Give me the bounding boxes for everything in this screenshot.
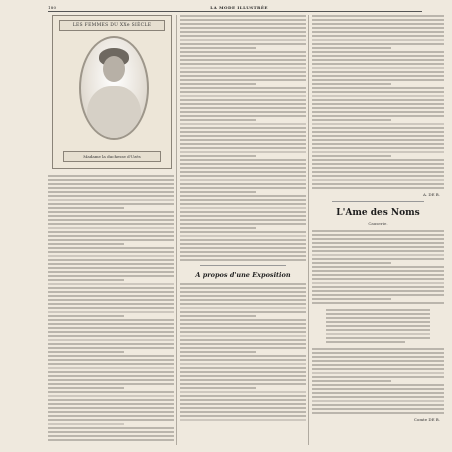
text-line	[180, 211, 306, 213]
text-line	[180, 307, 306, 309]
text-line	[48, 319, 174, 321]
text-line	[180, 215, 306, 217]
text-line	[312, 348, 444, 350]
text-line	[312, 135, 444, 137]
text-line	[48, 199, 174, 201]
text-line	[312, 183, 444, 185]
article-text	[312, 230, 444, 304]
text-line	[180, 183, 306, 185]
text-line	[180, 79, 306, 81]
text-line	[312, 234, 444, 236]
text-line	[180, 31, 306, 33]
text-line	[180, 171, 306, 173]
text-line	[180, 331, 306, 333]
text-line	[312, 290, 444, 292]
text-line	[326, 325, 430, 327]
text-line	[180, 319, 306, 321]
text-line	[180, 335, 306, 337]
text-line	[326, 337, 430, 339]
text-line	[312, 171, 444, 173]
ame-des-noms-subtitle: Causerie.	[368, 221, 388, 226]
text-line	[48, 387, 124, 389]
text-line	[312, 412, 444, 414]
article-text	[312, 348, 444, 414]
text-line	[312, 396, 444, 398]
text-line	[312, 91, 444, 93]
text-line	[180, 127, 306, 129]
text-line	[48, 339, 174, 341]
text-line	[48, 243, 124, 245]
text-line	[312, 147, 444, 149]
article-text	[48, 175, 174, 441]
text-line	[312, 242, 444, 244]
text-line	[312, 238, 444, 240]
text-line	[48, 323, 174, 325]
signature: Comte DE B.	[413, 417, 440, 422]
text-line	[180, 75, 306, 77]
portrait-banner	[59, 20, 165, 31]
text-line	[48, 311, 174, 313]
text-line	[180, 339, 306, 341]
text-line	[180, 403, 306, 405]
text-line	[48, 427, 174, 429]
ame-des-noms-title: L'Ame des Noms	[336, 208, 420, 218]
text-line	[312, 380, 391, 382]
text-line	[180, 199, 306, 201]
header-rule	[48, 11, 422, 12]
text-line	[312, 187, 444, 189]
column-divider	[176, 15, 177, 445]
text-line	[180, 99, 306, 101]
text-line	[180, 143, 306, 145]
text-line	[48, 303, 174, 305]
text-line	[180, 23, 306, 25]
text-line	[180, 407, 306, 409]
text-line	[180, 91, 306, 93]
text-line	[48, 255, 174, 257]
text-line	[180, 303, 306, 305]
article-text	[312, 15, 444, 189]
text-line	[312, 99, 444, 101]
text-line	[312, 139, 444, 141]
text-line	[312, 23, 444, 25]
text-line	[48, 227, 174, 229]
text-line	[180, 411, 306, 413]
text-line	[312, 119, 391, 121]
text-line	[180, 55, 306, 57]
text-line	[312, 67, 444, 69]
text-line	[180, 415, 306, 417]
text-line	[48, 335, 174, 337]
text-line	[180, 235, 306, 237]
text-line	[48, 175, 174, 177]
text-line	[48, 315, 124, 317]
text-line	[180, 327, 306, 329]
text-line	[180, 283, 306, 285]
text-line	[312, 15, 444, 17]
text-line	[180, 295, 306, 297]
text-line	[312, 131, 444, 133]
text-line	[180, 59, 306, 61]
text-line	[48, 423, 124, 425]
text-line	[180, 375, 306, 377]
text-line	[48, 215, 174, 217]
text-line	[48, 239, 174, 241]
text-line	[180, 259, 306, 261]
text-line	[180, 315, 256, 317]
text-line	[312, 254, 444, 256]
text-line	[180, 227, 256, 229]
text-line	[48, 275, 174, 277]
text-line	[180, 139, 306, 141]
text-line	[312, 400, 444, 402]
text-line	[180, 27, 306, 29]
text-line	[312, 167, 444, 169]
text-line	[48, 399, 174, 401]
text-line	[180, 43, 306, 45]
text-line	[48, 283, 174, 285]
text-line	[312, 266, 444, 268]
text-line	[312, 270, 444, 272]
text-line	[180, 355, 306, 357]
exposition-title: A propos d'une Exposition	[195, 271, 291, 279]
text-line	[312, 163, 444, 165]
text-line	[312, 19, 444, 21]
text-line	[48, 351, 124, 353]
text-line	[312, 55, 444, 57]
text-line	[312, 39, 444, 41]
text-line	[312, 27, 444, 29]
text-line	[48, 271, 174, 273]
text-line	[180, 207, 306, 209]
text-line	[312, 250, 444, 252]
text-line	[312, 143, 444, 145]
text-line	[326, 321, 430, 323]
text-line	[180, 367, 306, 369]
text-line	[180, 131, 306, 133]
text-line	[180, 347, 306, 349]
text-line	[312, 59, 444, 61]
text-line	[180, 111, 306, 113]
text-line	[180, 223, 306, 225]
text-line	[180, 383, 306, 385]
text-line	[180, 167, 306, 169]
column-2	[180, 15, 306, 421]
text-line	[48, 191, 174, 193]
text-line	[180, 359, 306, 361]
text-line	[48, 235, 174, 237]
text-line	[48, 407, 174, 409]
text-line	[180, 195, 306, 197]
text-line	[48, 411, 174, 413]
text-line	[180, 51, 306, 53]
text-line	[312, 123, 444, 125]
text-line	[48, 299, 174, 301]
separator	[200, 265, 286, 266]
text-line	[312, 360, 444, 362]
text-line	[180, 35, 306, 37]
text-line	[180, 67, 306, 69]
text-line	[312, 51, 444, 53]
text-line	[180, 247, 306, 249]
text-line	[48, 363, 174, 365]
text-line	[312, 262, 391, 264]
text-line	[180, 299, 306, 301]
text-line	[312, 71, 444, 73]
text-line	[180, 119, 256, 121]
text-line	[48, 287, 174, 289]
portrait-caption-text: Madame la duchesse d'Uzès	[83, 154, 141, 159]
text-line	[180, 163, 306, 165]
text-line	[48, 291, 174, 293]
text-line	[48, 439, 174, 441]
text-line	[48, 395, 174, 397]
text-line	[312, 384, 444, 386]
text-line	[312, 35, 444, 37]
text-line	[180, 63, 306, 65]
text-line	[48, 179, 174, 181]
text-line	[180, 351, 256, 353]
text-line	[312, 392, 444, 394]
text-line	[48, 419, 174, 421]
text-line	[312, 388, 444, 390]
journal-title: LA MODE ILLUSTRÉE	[210, 5, 268, 10]
signature: A. DE B.	[422, 192, 440, 197]
text-line	[48, 231, 174, 233]
text-line	[48, 247, 174, 249]
text-line	[312, 230, 444, 232]
article-text	[180, 15, 306, 261]
poem-text	[312, 309, 444, 343]
text-line	[312, 107, 444, 109]
text-line	[326, 309, 430, 311]
text-line	[48, 359, 174, 361]
text-line	[312, 179, 444, 181]
text-line	[48, 391, 174, 393]
text-line	[180, 379, 306, 381]
text-line	[180, 103, 306, 105]
text-line	[180, 191, 256, 193]
text-line	[312, 368, 444, 370]
text-line	[312, 282, 444, 284]
text-line	[48, 435, 174, 437]
separator	[332, 201, 424, 202]
text-line	[180, 83, 256, 85]
text-line	[326, 317, 430, 319]
text-line	[312, 31, 444, 33]
text-line	[180, 291, 306, 293]
text-line	[48, 279, 124, 281]
text-line	[48, 259, 174, 261]
text-line	[180, 15, 306, 17]
text-line	[48, 211, 174, 213]
text-line	[48, 267, 174, 269]
text-line	[312, 286, 444, 288]
text-line	[180, 135, 306, 137]
text-line	[48, 187, 174, 189]
text-line	[180, 95, 306, 97]
text-line	[312, 151, 444, 153]
text-line	[312, 127, 444, 129]
text-line	[48, 383, 174, 385]
text-line	[180, 155, 256, 157]
column-3	[312, 15, 444, 425]
text-line	[180, 175, 306, 177]
text-line	[48, 263, 174, 265]
text-line	[180, 219, 306, 221]
text-line	[312, 87, 444, 89]
text-line	[180, 71, 306, 73]
portrait-banner-text: LES FEMMES DU XXe SIÈCLE	[72, 23, 152, 28]
column-divider	[308, 15, 309, 445]
text-line	[312, 408, 444, 410]
text-line	[312, 294, 444, 296]
text-line	[312, 155, 391, 157]
text-line	[326, 341, 405, 343]
text-line	[312, 274, 444, 276]
text-line	[180, 387, 256, 389]
text-line	[180, 203, 306, 205]
text-line	[180, 39, 306, 41]
text-line	[326, 313, 430, 315]
text-line	[48, 195, 174, 197]
text-line	[180, 391, 306, 393]
text-line	[48, 343, 174, 345]
text-line	[180, 231, 306, 233]
text-line	[312, 372, 444, 374]
text-line	[312, 246, 444, 248]
text-line	[48, 327, 174, 329]
text-line	[312, 115, 444, 117]
text-line	[180, 287, 306, 289]
text-line	[312, 352, 444, 354]
text-line	[180, 323, 306, 325]
text-line	[312, 278, 444, 280]
text-line	[312, 75, 444, 77]
text-line	[48, 307, 174, 309]
article-text	[180, 283, 306, 421]
text-line	[48, 355, 174, 357]
text-line	[180, 311, 306, 313]
text-line	[180, 251, 306, 253]
text-line	[180, 159, 306, 161]
text-line	[180, 343, 306, 345]
text-line	[180, 187, 306, 189]
text-line	[180, 151, 306, 153]
page-number: 180	[48, 5, 57, 10]
text-line	[312, 356, 444, 358]
text-line	[48, 331, 174, 333]
text-line	[312, 258, 444, 260]
text-line	[48, 295, 174, 297]
text-line	[48, 223, 174, 225]
text-line	[312, 47, 391, 49]
text-line	[48, 219, 174, 221]
text-line	[48, 375, 174, 377]
text-line	[312, 376, 444, 378]
text-line	[180, 19, 306, 21]
text-line	[180, 363, 306, 365]
text-line	[312, 159, 444, 161]
text-line	[180, 47, 256, 49]
text-line	[48, 367, 174, 369]
text-line	[312, 63, 444, 65]
text-line	[180, 115, 306, 117]
text-line	[312, 302, 444, 304]
text-line	[312, 364, 444, 366]
text-line	[180, 419, 306, 421]
column-1	[48, 15, 174, 441]
text-line	[180, 395, 306, 397]
text-line	[48, 347, 174, 349]
page-header	[48, 4, 422, 11]
text-line	[48, 203, 174, 205]
text-line	[180, 179, 306, 181]
text-line	[180, 123, 306, 125]
portrait-caption	[63, 151, 161, 162]
text-line	[180, 107, 306, 109]
text-line	[48, 403, 174, 405]
text-line	[312, 175, 444, 177]
text-line	[312, 79, 444, 81]
text-line	[312, 404, 444, 406]
text-line	[48, 183, 174, 185]
text-line	[48, 431, 174, 433]
portrait-frame	[52, 15, 172, 169]
portrait-photo	[79, 36, 149, 140]
text-line	[180, 87, 306, 89]
text-line	[312, 95, 444, 97]
text-line	[312, 83, 391, 85]
text-line	[48, 415, 174, 417]
text-line	[326, 329, 430, 331]
text-line	[312, 43, 444, 45]
text-line	[180, 243, 306, 245]
text-line	[326, 333, 430, 335]
text-line	[48, 371, 174, 373]
text-line	[312, 298, 391, 300]
text-line	[48, 207, 124, 209]
text-line	[180, 399, 306, 401]
text-line	[180, 147, 306, 149]
text-line	[48, 379, 174, 381]
text-line	[180, 239, 306, 241]
text-line	[312, 103, 444, 105]
text-line	[48, 251, 174, 253]
text-line	[312, 111, 444, 113]
text-line	[180, 255, 306, 257]
text-line	[180, 371, 306, 373]
